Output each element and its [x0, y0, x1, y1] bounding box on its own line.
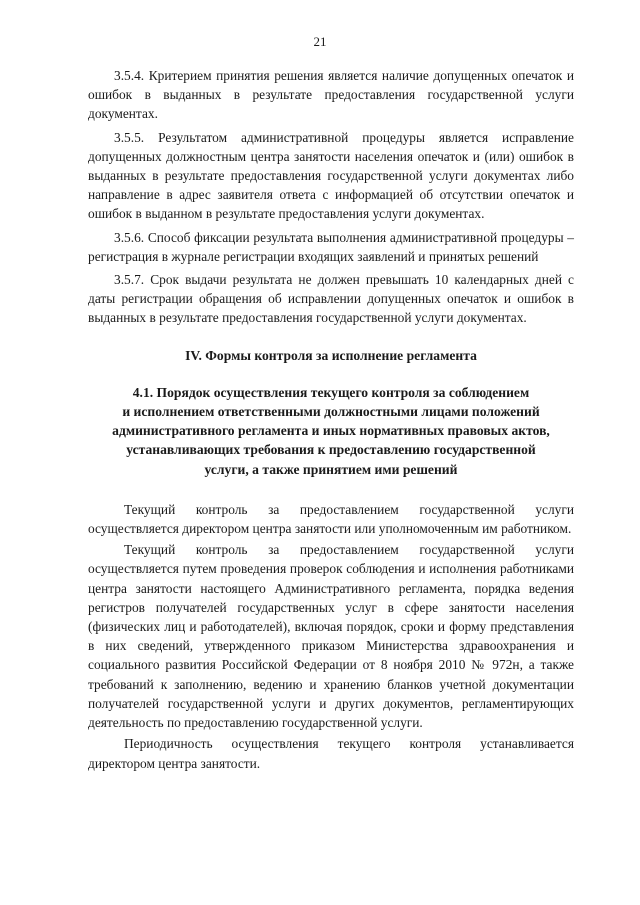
- paragraph-control-periodicity: Периодичность осуществления текущего контроля устанавливается директором центра занятости.: [88, 736, 574, 771]
- subsection-title-line: 4.1. Порядок осуществления текущего контроля за соблюдением: [132, 384, 530, 400]
- document-body: [88, 66, 574, 775]
- paragraph-3-5-5: 3.5.5. Результатом административной процедуры является исправление допущенных должностным центра занятости населения опечаток и (или) ошибок в выданных в результате предоставления государственной услуги документах либо направление в адрес заявителя ответа с информацией об отсутствии опечаток и ошибок в выданном в результате предоставления услуги документах.: [88, 129, 574, 222]
- paragraph-control-responsible: Текущий контроль за предоставлением государственной услуги осуществляется директором центра занятости или уполномоченным им работником.: [88, 501, 574, 537]
- subsection-title-line: и исполнением ответственными должностными лицами положений: [122, 404, 540, 420]
- subsection-title: [88, 383, 574, 479]
- section-title: IV. Формы контроля за исполнение регламента: [185, 347, 477, 363]
- paragraph-3-5-4: 3.5.4. Критерием принятия решения является наличие допущенных опечаток и ошибок в выданных в результате предоставления государственной услуги документах.: [88, 68, 574, 122]
- subsection-title-line: административного регламента и иных нормативных правовых актов,: [112, 423, 550, 439]
- paragraph-control-method: Текущий контроль за предоставлением государственной услуги осуществляется путем проведения проверок соблюдения и исполнения работниками центра занятости настоящего Административного регламента, порядка ведения регистров получателей государственных услуг в сфере занятости населения (физических лиц и работодателей), включая порядок, сроки и форму представления в них сведений, утвержденного приказом Министерства здравоохранения и социального развития Российской Федерации от 8 ноября 2010 № 972н, а также требований к заполнению, ведению и хранению бланков учетной документации получателей государственной услуги и других документов, регламентирующих деятельность по предоставлению государственной услуги.: [88, 542, 574, 731]
- paragraph-3-5-7: 3.5.7. Срок выдачи результата не должен превышать 10 календарных дней с даты регистрации обращения об исправлении допущенных опечаток и ошибок в выданных в результате предоставления государственной услуги документах.: [88, 272, 574, 326]
- section-4-1-body: [88, 500, 574, 773]
- subsection-title-line: устанавливающих требования к предоставлению государственной: [126, 442, 536, 458]
- paragraph-3-5-6: 3.5.6. Способ фиксации результата выполнения административной процедуры – регистрация в журнале регистрации входящих заявлений и принятых решений: [88, 229, 574, 264]
- subsection-title-line: услуги, а также принятием ими решений: [204, 461, 458, 477]
- page-number: 21: [313, 34, 327, 49]
